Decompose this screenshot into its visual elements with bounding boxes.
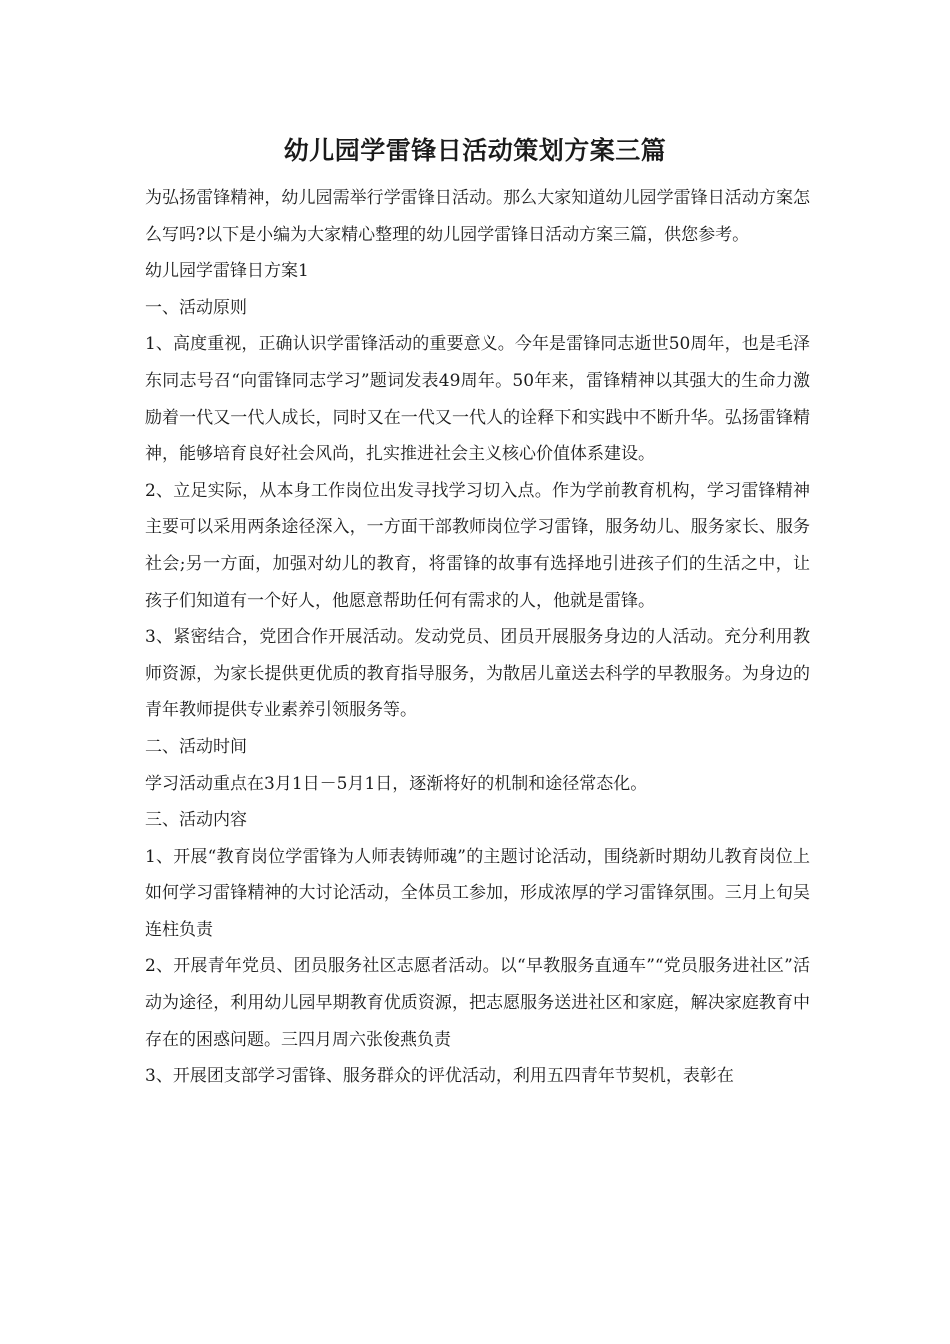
- section-heading-content: 三、活动内容: [145, 810, 247, 831]
- section-heading-principles: 一、活动原则: [145, 297, 247, 318]
- section-heading-time: 二、活动时间: [145, 736, 247, 757]
- content-paragraph-2: 2、开展青年党员、团员服务社区志愿者活动。以“早教服务直通车”“党员服务进社区”活动为途径，利用幼儿园早期教育优质资源，把志愿服务送进社区和家庭，解决家庭教育中存在的困惑问题。三四月周六张俊燕负责: [145, 956, 810, 1050]
- principle-paragraph-1: 1、高度重视，正确认识学雷锋活动的重要意义。今年是雷锋同志逝世50周年，也是毛泽东同志号召“向雷锋同志学习”题词发表49周年。50年来，雷锋精神以其强大的生命力激励着一代又一代人成长，同时又在一代又一代人的诠释下和实践中不断升华。弘扬雷锋精神，能够培育良好社会风尚，扎实推进社会主义核心价值体系建设。: [145, 334, 810, 465]
- intro-paragraph: 为弘扬雷锋精神，幼儿园需举行学雷锋日活动。那么大家知道幼儿园学雷锋日活动方案怎么写吗?以下是小编为大家精心整理的幼儿园学雷锋日活动方案三篇，供您参考。: [145, 188, 810, 245]
- principle-paragraph-2: 2、立足实际，从本身工作岗位出发寻找学习切入点。作为学前教育机构，学习雷锋精神主要可以采用两条途径深入，一方面干部教师岗位学习雷锋，服务幼儿、服务家长、服务社会;另一方面，加强对幼儿的教育，将雷锋的故事有选择地引进孩子们的生活之中，让孩子们知道有一个好人，他愿意帮助任何有需求的人，他就是雷锋。: [145, 480, 810, 611]
- document-body: [145, 180, 810, 1095]
- content-paragraph-1: 1、开展“教育岗位学雷锋为人师表铸师魂”的主题讨论活动，围绕新时期幼儿教育岗位上如何学习雷锋精神的大讨论活动，全体员工参加，形成浓厚的学习雷锋氛围。三月上旬吴连柱负责: [145, 846, 810, 940]
- time-paragraph: 学习活动重点在3月1日－5月1日，逐渐将好的机制和途径常态化。: [145, 773, 648, 794]
- content-paragraph-3: 3、开展团支部学习雷锋、服务群众的评优活动，利用五四青年节契机，表彰在: [145, 1066, 734, 1087]
- document-title: 幼儿园学雷锋日活动策划方案三篇: [283, 136, 667, 165]
- principle-paragraph-3: 3、紧密结合，党团合作开展活动。发动党员、团员开展服务身边的人活动。充分利用教师资源，为家长提供更优质的教育指导服务，为散居儿童送去科学的早教服务。为身边的青年教师提供专业素养引领服务等。: [145, 627, 810, 721]
- plan-heading: 幼儿园学雷锋日方案1: [145, 261, 309, 282]
